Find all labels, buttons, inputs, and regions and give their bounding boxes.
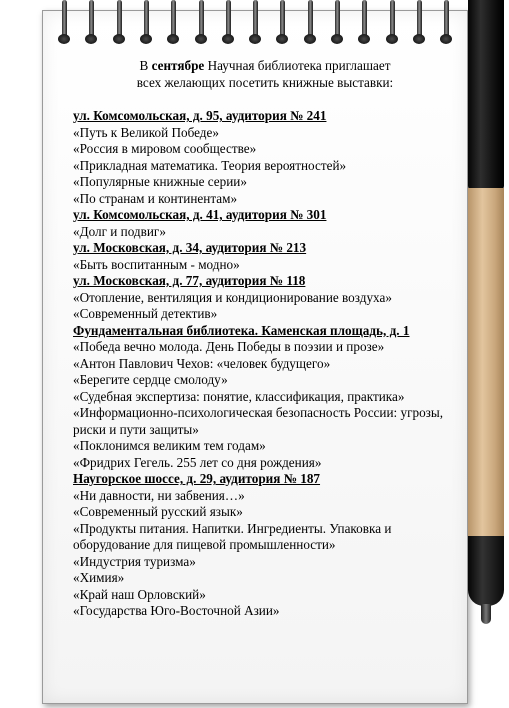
spiral-ring [249,0,261,48]
intro-prefix: В [139,58,152,73]
spiral-hole [331,34,343,44]
spiral-ring [413,0,425,48]
exhibition-title: «По странам и континентам» [73,190,238,206]
exhibition-title: «Прикладная математика. Теория вероятностей» [73,157,347,173]
exhibition-title: «Путь к Великой Победе» [73,124,219,140]
pen-body [468,188,504,538]
exhibition-location-heading: ул. Комсомольская, д. 95, аудитория № 241 [73,108,327,123]
spiral-ring [276,0,288,48]
spiral-wire [199,0,204,38]
spiral-ring [195,0,207,48]
spiral-hole [413,34,425,44]
exhibition-title: «Популярные книжные серии» [73,174,247,189]
exhibition-title: «Россия в мировом сообществе» [73,141,257,156]
spiral-hole [113,34,125,44]
exhibition-title: «Судебная экспертиза: понятие, классификация, практика» [73,388,405,404]
pen-cap [468,0,504,190]
spiral-wire [144,0,149,38]
spiral-hole [386,34,398,44]
spiral-wire [253,0,258,38]
announcement-text [73,58,457,620]
exhibition-location-heading: ул. Московская, д. 77, аудитория № 118 [73,273,306,288]
spiral-ring [304,0,316,48]
spiral-ring [167,0,179,48]
spiral-hole [195,34,207,44]
spiral-wire [417,0,422,38]
spiral-wire [335,0,340,38]
exhibition-title: «Берегите сердце смолоду» [73,372,228,387]
exhibition-title: «Химия» [73,570,125,585]
intro-line2: всех желающих посетить книжные выставки: [136,74,394,90]
exhibition-list [73,108,457,620]
spiral-wire [390,0,395,38]
exhibition-title: «Край наш Орловский» [73,586,206,602]
spiral-binding [58,0,458,52]
spiral-hole [85,34,97,44]
exhibition-location-heading: Наугорское шоссе, д. 29, аудитория № 187 [73,471,321,486]
exhibition-title: «Фридрих Гегель. 255 лет со дня рождения» [73,454,322,470]
spiral-hole [140,34,152,44]
pen-tip [468,536,504,606]
spiral-hole [440,34,452,44]
spiral-wire [226,0,231,38]
spiral-wire [308,0,313,38]
spiral-wire [280,0,285,38]
spiral-ring [140,0,152,48]
spiral-ring [58,0,70,48]
exhibition-title: «Быть воспитанным - модно» [73,256,240,272]
spiral-wire [171,0,176,38]
exhibition-title: «Ни давности, ни забвения…» [73,487,245,503]
spiral-ring [358,0,370,48]
exhibition-location-heading: ул. Московская, д. 34, аудитория № 213 [73,240,307,255]
exhibition-title: «Современный русский язык» [73,504,243,519]
exhibition-location-heading: ул. Комсомольская, д. 41, аудитория № 301 [73,207,327,222]
spiral-wire [117,0,122,38]
intro-month: сентябре [151,58,205,73]
spiral-hole [222,34,234,44]
spiral-hole [304,34,316,44]
spiral-ring [386,0,398,48]
spiral-wire [362,0,367,38]
exhibition-title: «Отопление, вентиляция и кондиционирование воздуха» [73,289,392,305]
intro-line1-rest: Научная библиотека приглашает [204,58,391,73]
exhibition-title: «Современный детектив» [73,306,218,321]
spiral-wire [89,0,94,38]
spiral-hole [58,34,70,44]
pen-point [481,604,491,624]
exhibition-location-heading: Фундаментальная библиотека. Каменская площадь, д. 1 [73,322,410,338]
exhibition-title: «Поклонимся великим тем годам» [73,438,266,453]
exhibition-title: «Победа вечно молода. День Победы в поэзии и прозе» [73,339,385,354]
exhibition-title: «Продукты питания. Напитки. Ингредиенты. Упаковка и оборудование для пищевой промышленности» [73,520,392,552]
spiral-wire [62,0,67,38]
intro-paragraph [73,58,457,91]
spiral-hole [358,34,370,44]
spiral-hole [167,34,179,44]
spiral-ring [222,0,234,48]
spiral-hole [276,34,288,44]
exhibition-title: «Информационно-психологическая безопасность России: угрозы, риски и пути защиты» [73,405,444,437]
exhibition-title: «Долг и подвиг» [73,223,166,239]
pen-illustration [464,0,506,640]
exhibition-title: «Индустрия туризма» [73,553,196,569]
spiral-wire [444,0,449,38]
spiral-ring [113,0,125,48]
spiral-hole [249,34,261,44]
exhibition-title: «Антон Павлович Чехов: «человек будущего» [73,355,331,371]
spiral-ring [440,0,452,48]
exhibition-title: «Государства Юго-Восточной Азии» [73,603,280,618]
spiral-ring [85,0,97,48]
spiral-ring [331,0,343,48]
